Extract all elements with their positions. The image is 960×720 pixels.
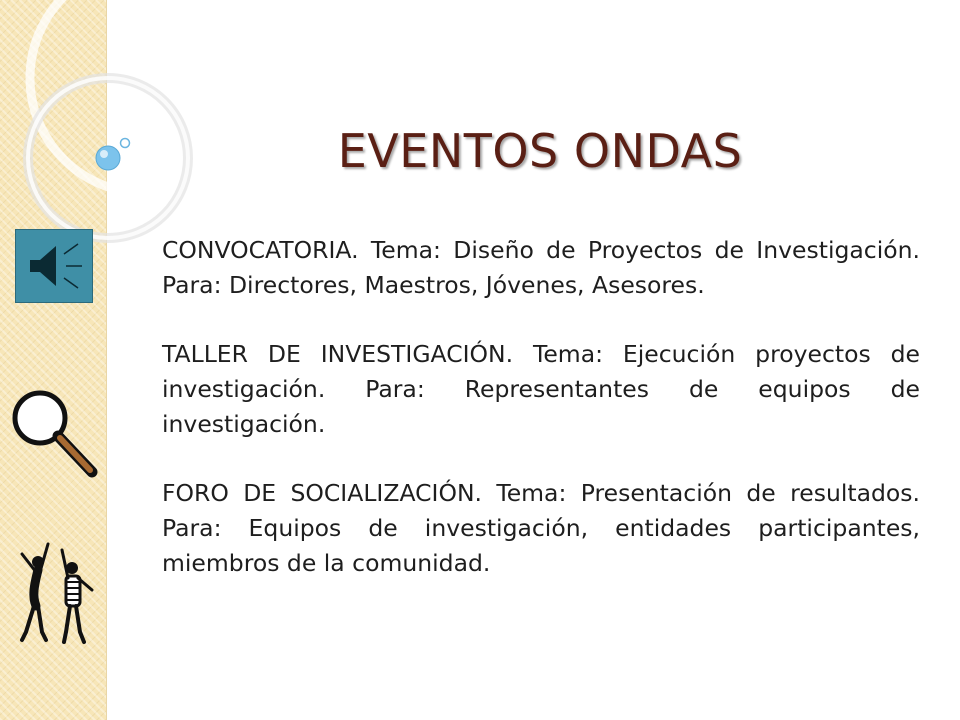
item-convocatoria: CONVOCATORIA. Tema: Diseño de Proyectos de Investigación. Para: Directores, Maestros, Jóvenes, Asesores.: [162, 236, 920, 299]
item-foro-socializacion: FORO DE SOCIALIZACIÓN. Tema: Presentación de resultados. Para: Equipos de investigación, entidades participantes, miembros de la comunidad.: [162, 479, 920, 577]
cheering-people-icon: [12, 540, 102, 660]
magnifier-icon: [6, 388, 102, 484]
item-taller-investigacion: TALLER DE INVESTIGACIÓN. Tema: Ejecución proyectos de investigación. Para: Representantes de equipos de investigación.: [162, 340, 920, 438]
slide-body: [162, 233, 920, 615]
sound-icon[interactable]: [15, 229, 93, 303]
slide-title: EVENTOS ONDAS: [337, 124, 743, 178]
